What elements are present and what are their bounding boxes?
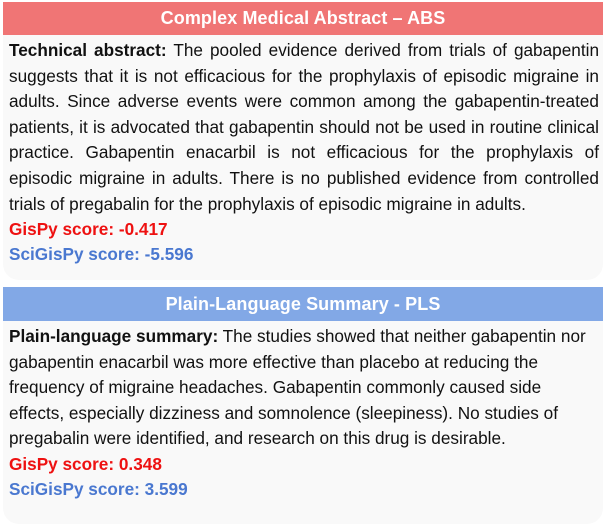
abstract-scigispy-score: SciGisPy score: -5.596 — [9, 244, 194, 265]
abstract-header: Complex Medical Abstract – ABS — [3, 2, 603, 35]
abstract-body — [3, 35, 603, 267]
summary-panel — [3, 287, 603, 524]
abstract-panel — [3, 2, 603, 280]
abstract-text — [9, 38, 599, 217]
summary-content: The studies showed that neither gabapentin nor gabapentin enacarbil was more effective than placebo at reducing the frequency of migraine headaches. Gabapentin commonly caused side effects, especially dizziness and somnolence (sleepiness). No studies of pregabalin were identified, and research on this drug is desirable. — [9, 326, 586, 449]
summary-scigispy-score: SciGisPy score: 3.599 — [9, 478, 188, 499]
summary-gispy-score: GisPy score: 0.348 — [9, 453, 162, 474]
summary-body — [3, 321, 603, 502]
abstract-gispy-score: GisPy score: -0.417 — [9, 219, 168, 240]
summary-header: Plain-Language Summary - PLS — [3, 287, 603, 321]
summary-text — [9, 324, 599, 452]
summary-label: Plain-language summary: — [9, 326, 219, 346]
abstract-label: Technical abstract: — [9, 40, 167, 60]
abstract-content: The pooled evidence derived from trials of gabapentin suggests that it is not efficacious for the prophylaxis of episodic migraine in adults. Since adverse events were common among the gabapentin-treated patients, it is advocated that gabapentin should not be used in routine clinical practice. Gabapentin enacarbil is not efficacious for the prophylaxis of episodic migraine in adults. There is no published evidence from controlled trials of pregabalin for the prophylaxis of episodic migraine in adults. — [9, 40, 600, 214]
